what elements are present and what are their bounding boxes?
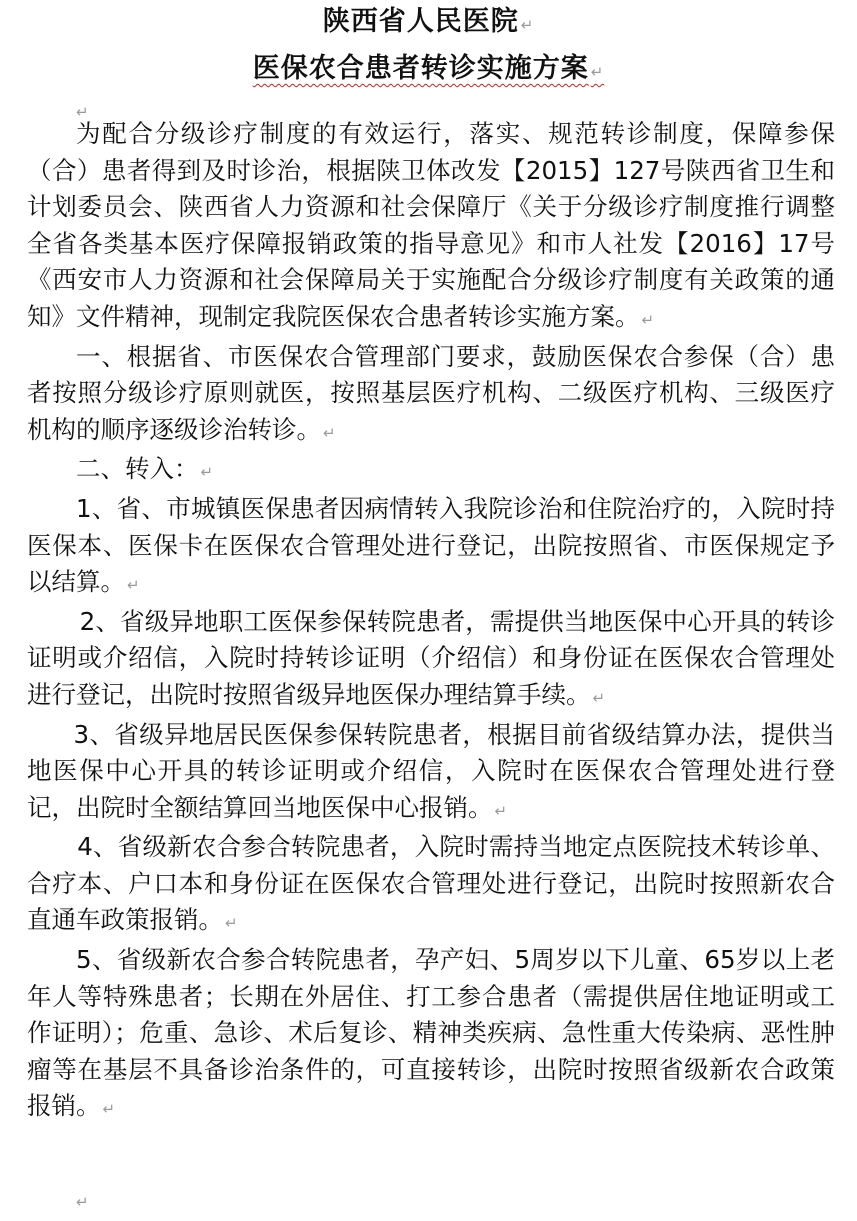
paragraph-text: 5、省级新农合参合转院患者，孕产妇、5周岁以下儿童、65岁以上老年人等特殊患者；长期在外居住、打工参合患者（需提供居住地证明或工作证明）；危重、急诊、术后复诊、精神类疾病、急性重大传染病、恶性肿瘤等在基层不具备诊治条件的，可直接转诊，出院时按照省级新农合政策报销。 — [27, 945, 835, 1121]
paragraph-mark-icon: ↵ — [127, 576, 140, 595]
paragraph-mark-icon: ↵ — [641, 310, 655, 329]
paragraph-mark-icon: ↵ — [102, 1100, 116, 1119]
paragraph-text: 二、转入： — [76, 454, 199, 484]
paragraph-mark-icon: ↵ — [520, 16, 535, 34]
paragraph-text: 为配合分级诊疗制度的有效运行，落实、规范转诊制度，保障参保（合）患者得到及时诊治，根据陕卫体改发【2015】127号陕西省卫生和计划委员会、陕西省人力资源和社会保障厅《关于分级诊疗制度推行调整全省各类基本医疗保障报销政策的指导意见》和市人社发【2016】17号《西安市人力资源和社会保障局关于实施配合分级诊疗制度有关政策的通知》文件精神，现制定我院医保农合患者转诊实施方案。 — [27, 119, 835, 331]
paragraph-mark-icon: ↵ — [76, 103, 89, 121]
paragraph-intro — [27, 116, 835, 339]
title-line2-text: 医保农合患者转诊实施方案 — [252, 53, 589, 84]
paragraph-text: 3、省级异地居民医保参保转院患者，根据目前省级结算办法，提供当地医保中心开具的转诊证明或介绍信，入院时在医保农合管理处进行登记，出院时全额结算回当地医保中心报销。 — [27, 719, 835, 822]
paragraph-text: 一、根据省、市医保农合管理部门要求，鼓励医保农合参保（合）患者按照分级诊疗原则就医，按照基层医疗机构、二级医疗机构、三级医疗机构的顺序逐级诊治转诊。 — [27, 341, 835, 444]
paragraph-mark-icon: ↵ — [494, 801, 508, 820]
title-line1-text: 陕西省人民医院 — [322, 6, 519, 37]
document-title-plan — [0, 47, 857, 94]
paragraph-item-3 — [27, 717, 835, 830]
paragraph-mark-icon: ↵ — [76, 1193, 89, 1211]
paragraph-text: 1、省、市城镇医保患者因病情转入我院诊治和住院治疗的，入院时持医保本、医保卡在医保农合管理处进行登记，出院按照省、市医保规定予以结算。 — [27, 493, 835, 597]
paragraph-mark-icon: ↵ — [590, 63, 605, 81]
document-title-hospital — [0, 0, 857, 47]
paragraph-mark-icon: ↵ — [323, 423, 336, 442]
paragraph-section-two-heading — [27, 451, 835, 491]
paragraph-mark-icon: ↵ — [592, 688, 606, 707]
paragraph-item-1 — [27, 491, 835, 604]
paragraph-text: 4、省级新农合参合转院患者，入院时需持当地定点医院技术转诊单、合疗本、户口本和身份证在医保农合管理处进行登记，出院时按照新农合直通车政策报销。 — [27, 832, 835, 935]
paragraph-item-4 — [27, 829, 835, 942]
paragraph-mark-icon: ↵ — [200, 463, 214, 482]
paragraph-item-5 — [27, 942, 835, 1128]
empty-paragraph-end — [74, 1190, 89, 1214]
paragraph-section-one — [27, 339, 835, 452]
paragraph-mark-icon: ↵ — [225, 914, 238, 933]
document-body — [27, 116, 835, 1128]
paragraph-item-2 — [27, 604, 835, 717]
paragraph-text: 2、省级异地职工医保参保转院患者，需提供当地医保中心开具的转诊证明或介绍信，入院时持转诊证明（介绍信）和身份证在医保农合管理处进行登记，出院时按照省级异地医保办理结算手续。 — [27, 606, 835, 709]
